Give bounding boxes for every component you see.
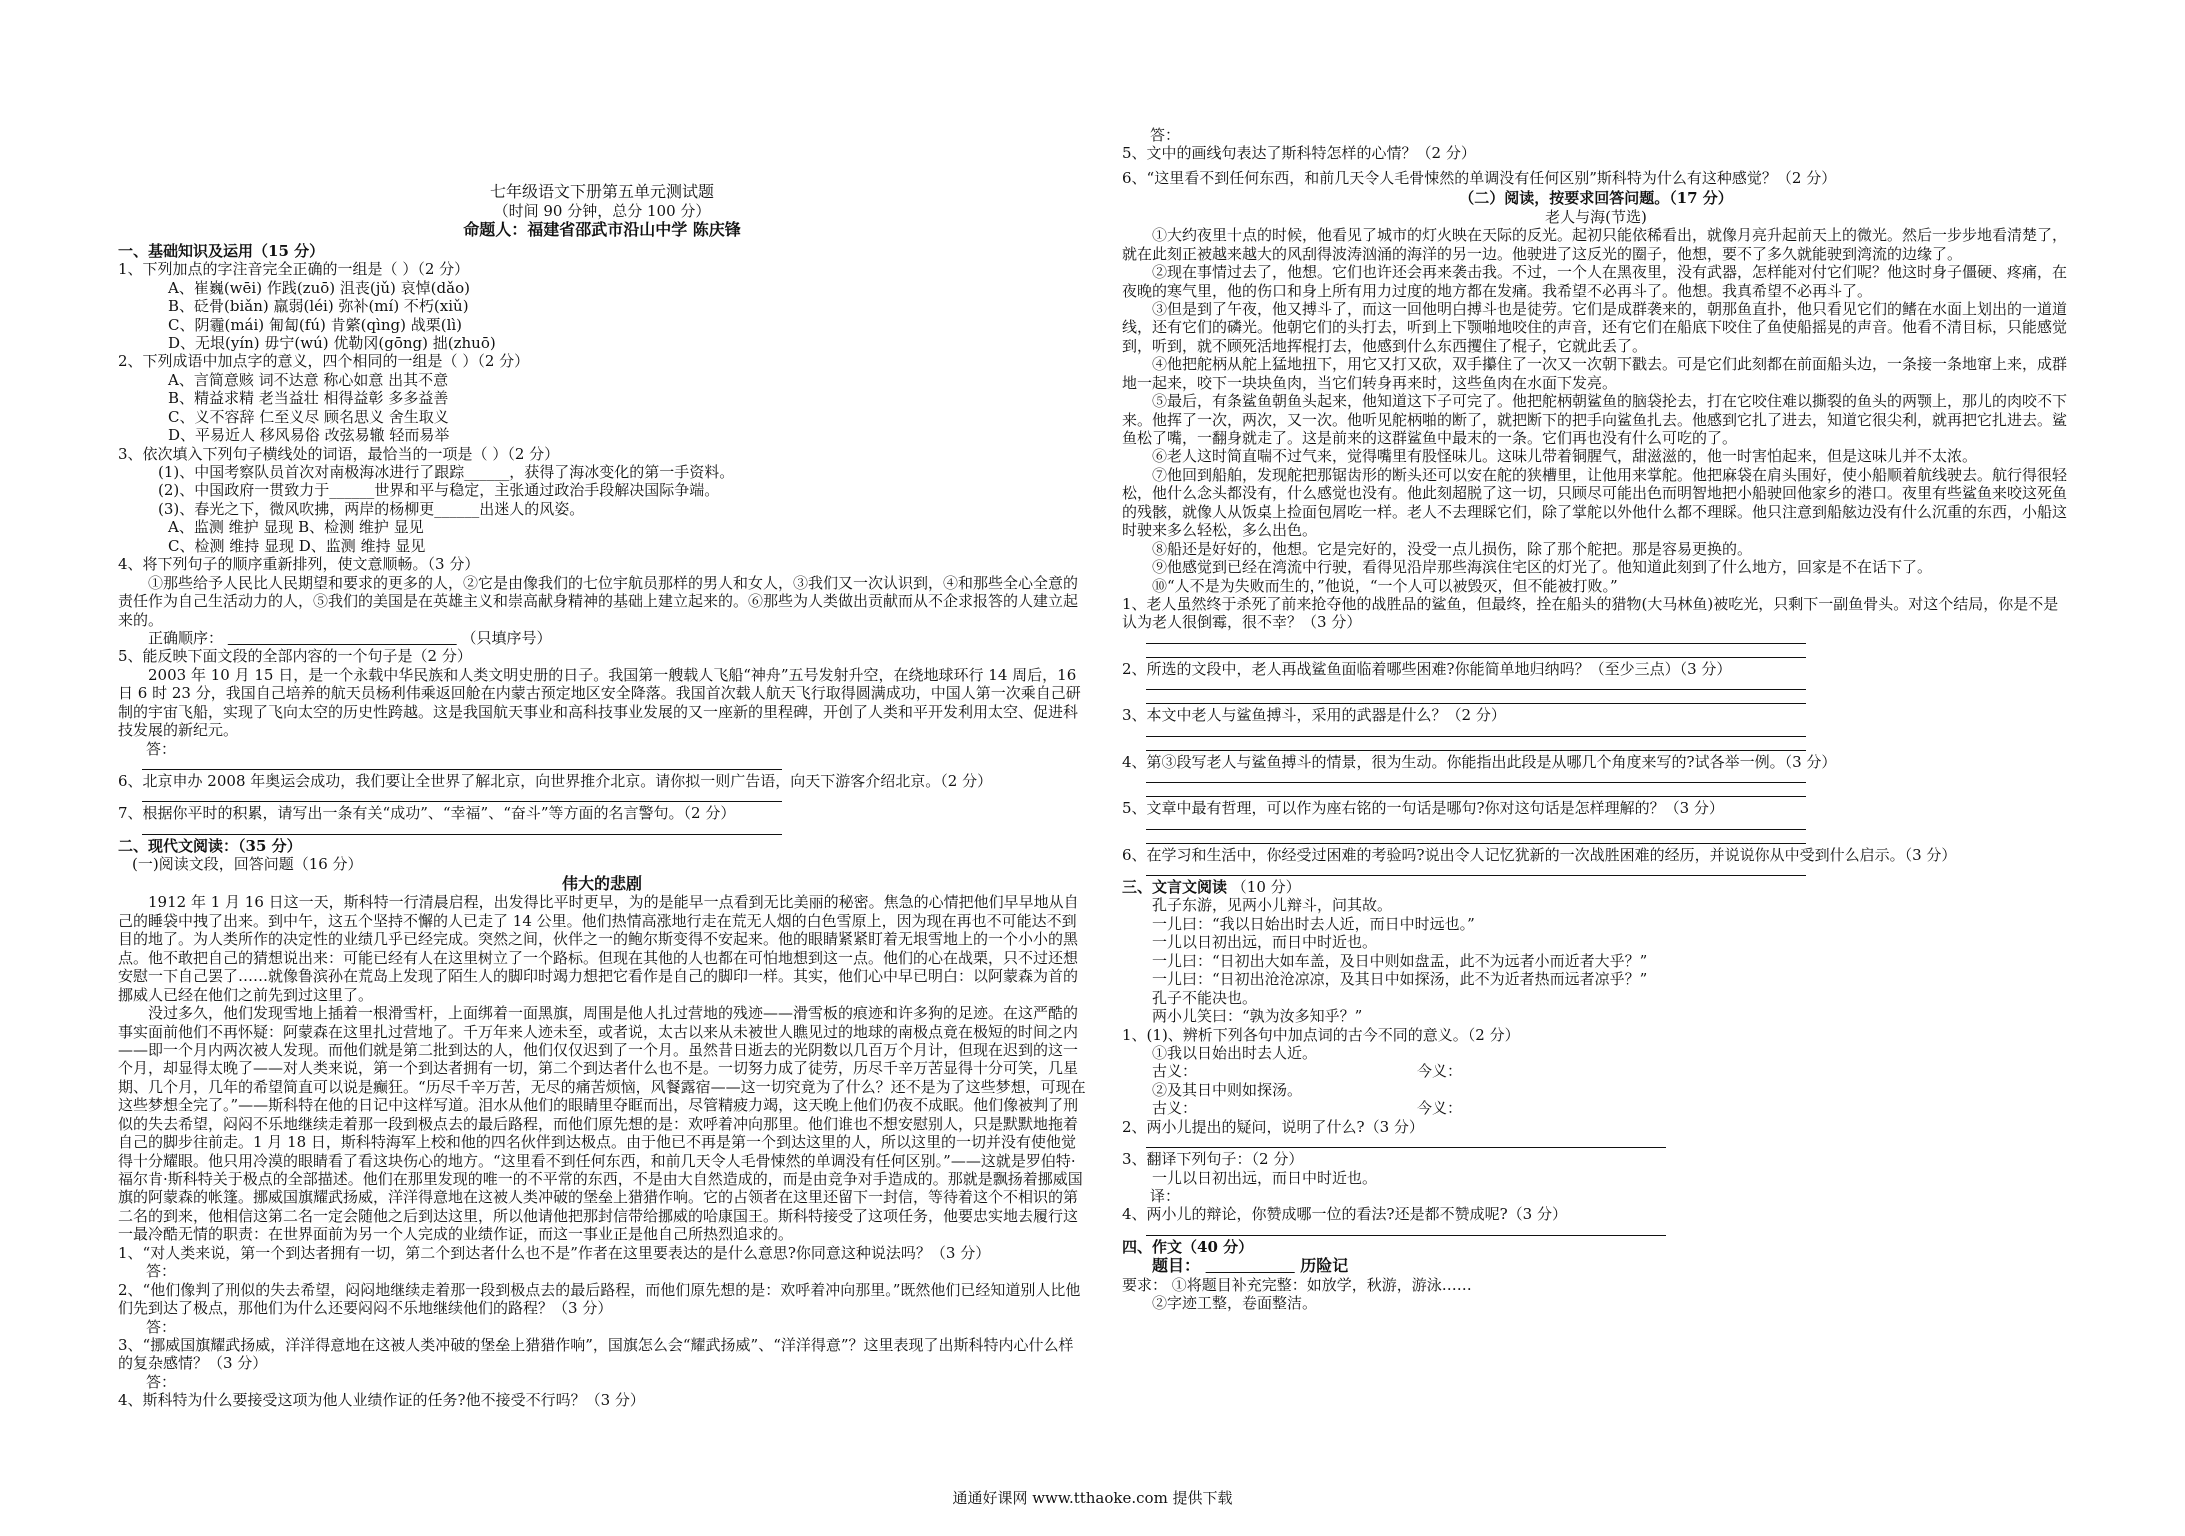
classical-text-line: 一儿曰：“日初出沧沧凉凉，及其日中如探汤，此不为近者热而远者凉乎？” [1152,970,1648,989]
exam-title: 七年级语文下册第五单元测试题 [489,182,714,201]
answer-line[interactable] [1146,771,1806,783]
answer-line[interactable] [1146,1136,1666,1148]
question-1-4-body: ①那些给予人民比人民期望和要求的更多的人，②它是由像我们的七位宇航员那样的男人和女人，③我们又一次认识到，④和那些全心全意的责任作为自己生活动力的人，⑤我们的美国是在英雄主义和崇高献身精神的基础上建立起来的。⑥那些为人类做出贡献而从不企求报答的人建立起来的。 [118,573,1079,629]
question-1-3-option: C、检测 维持 显现 D、监测 维持 显见 [168,536,426,555]
section-4-heading: 四、作文（40 分） [1122,1237,1254,1256]
answer-line[interactable] [1146,785,1806,797]
ancient-meaning-label: 古义： [1152,1099,1198,1118]
classical-question-3: 3、翻译下列句子：（2 分） [1122,1150,1304,1169]
classical-question-1-item: ①我以日始出时去人近。 [1152,1043,1318,1062]
question-1-5-answer-label: 答： [146,739,177,758]
essay-topic-label: 题目： [1152,1256,1201,1276]
passage-paragraph: ③但是到了午夜，他又搏斗了，而这一回他明白搏斗也是徒劳。它们是成群袭来的，朝那鱼直扑，他只看见它们的鳍在水面上划出的一道道线，还有它们的磷光。他朝它们的头打去，听到上下颚啪地咬住的声音，还有它们在船底下咬住了鱼使船摇晃的声音。他看不清目标，只能感觉到，听到，就不顾死活地挥棍打去，他感到什么东西攫住了棍子，它就此丢了。 [1122,299,2068,355]
answer-line[interactable] [142,758,782,770]
passage-paragraph: ④他把舵柄从舵上猛地扭下，用它又打又砍，双手攥住了一次又一次朝下戳去。可是它们此刻都在前面船头边，一条接一条地窜上来，成群地一起来，咬下一块块鱼肉，当它们转身再来时，这些鱼肉在水面下发亮。 [1122,355,2068,392]
ancient-meaning-label: 古义： [1152,1062,1198,1081]
answer-line[interactable] [1146,692,1806,704]
classical-text-line: 孔子不能决也。 [1152,988,1258,1007]
answer-line[interactable] [1146,1224,1666,1236]
passage-question-6: 6、在学习和生活中，你经受过困难的考验吗?说出令人记忆犹新的一次战胜困难的经历，并说说你从中受到什么启示。（3 分） [1122,845,1957,864]
classical-question-1-item: ②及其日中则如探汤。 [1152,1080,1303,1099]
passage-question-5: 5、文章中最有哲理，可以作为座右铭的一句话是哪句?你对这句话是怎样理解的？（3 分） [1122,799,1724,818]
answer-line[interactable] [1146,739,1806,751]
passage-paragraph: ⑤最后，有条鲨鱼朝鱼头起来，他知道这下子可完了。他把舵柄朝鲨鱼的脑袋抡去，打在它咬住难以撕裂的鱼头的两颚上，那儿的肉咬不下来。他挥了一次，两次，又一次。他听见舵柄啪的断了，就把断下的把手向鲨鱼扎去。他感到它扎了进去，知道它很尖利，就再把它扎进去。鲨鱼松了嘴，一翻身就走了。这是前来的这群鲨鱼中最末的一条。它们再也没有什么可吃的了。 [1122,392,2068,447]
meaning-row [1122,1099,2070,1117]
essay-topic-row [1152,1256,2070,1276]
answer-line[interactable] [1146,725,1806,737]
classical-text-line: 一儿曰：“我以日始出时去人近，而日中时远也。” [1152,914,1475,933]
question-1-2-option: C、义不容辞 仁至义尽 顾名思义 舍生取义 [168,407,449,426]
answer-line[interactable] [1146,632,1806,644]
answer-line[interactable] [1146,646,1806,658]
exam-time-score: （时间 90 分钟，总分 100 分） [493,201,711,220]
question-1-3: 3、依次填入下列句子横线处的词语，最恰当的一项是（ ）（2 分） [118,444,560,463]
answer-label: 答： [1150,126,1181,144]
passage-question-1: 1、老人虽然终于杀死了前来抢夺他的战胜品的鲨鱼，但最终，拴在船头的猎物(大马林鱼)被吃光，只剩下一副鱼骨头。对这个结局，你是不是认为老人很倒霉，很不幸？（3 分） [1122,594,2059,632]
requirement-item: ①将题目补充完整：如放学，秋游，游泳…… [1171,1275,1472,1294]
passage-question-4: 4、第③段写老人与鲨鱼搏斗的情景，很为生动。你能指出此段是从哪几个角度来写的?试各举一例。（3 分） [1122,752,1837,771]
classical-text-line: 孔子东游，见两小儿辩斗，问其故。 [1152,896,1393,915]
passage-paragraph: ①大约夜里十点的时候，他看见了城市的灯火映在天际的反光。起初只能依稀看出，就像月亮升起前天上的微光。然后一步步地看清楚了，就在此刻正被越来越大的风刮得波涛汹涌的海洋的另一边。他驶进了这反光的圈子，他想，要不了多久就能驶到湾流的边缘了。 [1122,226,2068,263]
passage-title: 老人与海(节选) [1545,207,1647,226]
passage-paragraph: ⑧船还是好好的，他想。它是完好的，没受一点儿损伤，除了那个舵把。那是容易更换的。 [1152,539,1753,558]
question-1-5-body: 2003 年 10 月 15 日，是一个永载中华民族和人类文明史册的日子。我国第一艘载人飞船“神舟”五号发射升空，在绕地球环行 14 周后，16 日 6 时 23 分，我国自己培养的航天员杨利伟乘返回舱在内蒙古预定地区安全降落。我国首次载人航天飞行取得圆满成功，中国人第一次乘自己研制的宇宙飞船，实现了飞向太空的历史性跨越。这是我国航天事业和高科技事业发展的又一座新的里程碑，开创了人类和平开发利用太空、促进科技发展的新纪元。 [118,665,1081,740]
left-column [118,182,1086,1410]
classical-question-4: 4、两小儿的辩论，你赞成哪一位的看法?还是都不赞成呢?（3 分） [1122,1205,1567,1224]
passage-question-3: 3、本文中老人与鲨鱼搏斗，采用的武器是什么？（2 分） [1122,706,1506,725]
question-1-2-option: D、平易近人 移风易俗 改弦易辙 轻而易举 [168,426,450,445]
requirements-label: 要求： [1122,1275,1168,1294]
reading-question-1: 1、“对人类来说，第一个到达者拥有一切，第二个到达者什么也不是”作者在这里要表达的是什么意思?你同意这种说法吗？（3 分） [118,1243,991,1262]
requirement-item: ②字迹工整，卷面整洁。 [1152,1294,1318,1313]
meaning-row [1122,1062,2070,1080]
section-3-score: （10 分） [1231,878,1301,896]
question-1-1-option: D、无垠(yín) 毋宁(wú) 优勒冈(gōng) 拙(zhuō) [168,333,496,352]
question-1-6: 6、北京申办 2008 年奥运会成功，我们要让全世界了解北京，向世界推介北京。请你拟一则广告语，向天下游客介绍北京。（2 分） [118,772,993,791]
question-1-7: 7、根据你平时的积累，请写出一条有关“成功”、“幸福”、“奋斗”等方面的名言警句。（2 分） [118,804,736,823]
question-1-3-sentence: (2)、中国政府一贯致力于______世界和平与稳定，主张通过政治手段解决国际争端。 [158,481,720,500]
answer-line[interactable] [1146,818,1806,830]
question-1-4: 4、将下列句子的顺序重新排列，使文意顺畅。（3 分） [118,555,480,574]
reading-question-6: 6、“这里看不到任何东西，和前几天令人毛骨悚然的单调没有任何区别”斯科特为什么有这种感觉？（2 分） [1122,168,1837,187]
reading-question-4: 4、斯科特为什么要接受这项为他人业绩作证的任务?他不接受不行吗？（3 分） [118,1391,645,1410]
answer-line[interactable] [142,823,782,835]
passage-paragraph: ⑨他感觉到已经在湾流中行驶，看得见沿岸那些海滨住宅区的灯光了。他知道此刻到了什么地方，回家是不在话下了。 [1152,558,1933,577]
question-1-1-option: B、砭骨(biǎn) 羸弱(léi) 弥补(mí) 不朽(xiǔ) [168,297,469,316]
right-column [1122,126,2070,1313]
question-1-4-answer-row [148,629,1086,647]
answer-label: 答： [146,1317,177,1336]
question-1-4-hint: （只填序号） [461,628,552,647]
section-2-sub-1: (一)阅读文段，回答问题（16 分） [132,855,363,874]
answer-blank[interactable] [228,629,457,647]
essay-topic-blank[interactable] [1206,1256,1295,1275]
translation-label: 译： [1150,1187,1181,1205]
classical-text-line: 两小儿笑曰：“孰为汝多知乎？” [1152,1007,1363,1026]
exam-author: 命题人：福建省邵武市沿山中学 陈庆锋 [463,220,741,240]
answer-line[interactable] [1146,832,1806,844]
question-1-2-option: B、精益求精 老当益壮 相得益彰 多多益善 [168,389,449,408]
essay-paragraph: 1912 年 1 月 16 日这一天，斯科特一行清晨启程，出发得比平时更早，为的是能早一点看到无比美丽的秘密。焦急的心情把他们早早地从自己的睡袋中拽了出来。到中午，这五个坚持不懈的人已走了 14 公里。他们热情高涨地行走在荒无人烟的白色雪原上，因为现在再也不可能达不到目的地了。为人类所作的决定性的业绩几乎已经完成。突然之间，伙伴之一的鲍尔斯变得不安起来。他的眼睛紧紧盯着无垠雪地上的一个小小的黑点。他不敢把自己的猜想说出来：可能已经有人在这里树立了一个路标。但现在其他的人也都在可怕地想到这一点。他们的心在战栗，只不过还想安慰一下自己罢了……就像鲁滨孙在荒岛上发现了陌生人的脚印时竭力想把它看作是自己的脚印一样。其实，他们心中早已明白：以阿蒙森为首的挪威人已经在他们之前先到过这里了。 [118,893,1079,1004]
reading-question-2: 2、“他们像判了刑似的失去希望，闷闷地继续走着那一段到极点去的最后路程，而他们原先想的是：欢呼着冲向那里。”既然他们已经知道别人比他们先到达了极点，那他们为什么还要闷闷不乐地继续他们的路程？（3 分） [118,1280,1081,1318]
classical-question-3-sentence: 一儿以日初出远，而日中时近也。 [1152,1168,1378,1187]
reading-question-5: 5、文中的画线句表达了斯科特怎样的心情？（2 分） [1122,144,1476,163]
answer-label: 答： [146,1372,177,1391]
classical-text-line: 一儿以日初出远，而日中时近也。 [1152,933,1378,952]
section-3-heading-row [1122,878,2070,896]
essay-topic-suffix: 历险记 [1300,1256,1349,1276]
passage-paragraph: ②现在事情过去了，他想。它们也许还会再来袭击我。不过，一个人在黑夜里，没有武器，怎样能对付它们呢？他这时身子僵硬、疼痛，在夜晚的寒气里，他的伤口和身上所有用力过度的地方都在发痛。我希望不必再斗了。他想。我真希望不必再斗了。 [1122,263,2068,300]
section-2-heading: 二、现代文阅读：（35 分） [118,836,302,855]
answer-line[interactable] [1146,864,1806,876]
question-1-1-option: A、崔巍(wēi) 作践(zuō) 沮丧(jǔ) 哀悼(dǎo) [168,278,470,297]
classical-text-line: 一儿曰：“日初出大如车盖，及日中则如盘盂，此不为远者小而近者大乎？” [1152,951,1648,970]
question-1-2: 2、下列成语中加点字的意义，四个相同的一组是（ ）（2 分） [118,352,530,371]
modern-meaning-label: 今义： [1417,1062,1463,1081]
question-1-3-sentence: (1)、中国考察队员首次对南极海冰进行了跟踪______，获得了海冰变化的第一手资料。 [158,463,735,482]
essay-title: 伟大的悲剧 [561,873,642,893]
classical-question-1: 1、(1)、辨析下列各句中加点词的古今不同的意义。（2 分） [1122,1025,1520,1044]
question-1-1: 1、下列加点的字注音完全正确的一组是（ ）（2 分） [118,260,470,279]
answer-line[interactable] [142,790,782,802]
question-1-1-option: C、阴霾(mái) 匍匐(fú) 肯綮(qìng) 战栗(lì) [168,315,463,334]
passage-question-2: 2、所选的文段中，老人再战鲨鱼面临着哪些困难?你能简单地归纳吗？（至少三点）（3 分） [1122,659,1732,678]
answer-label: 答： [146,1262,177,1281]
page-footer: 通通好课网 www.tthaoke.com 提供下载 [952,1489,1233,1507]
question-1-3-option: A、监测 维护 显现 B、检测 维护 显见 [168,518,424,537]
question-1-2-option: A、言简意赅 词不达意 称心如意 出其不意 [168,370,449,389]
essay-paragraph: 没过多久，他们发现雪地上插着一根滑雪杆，上面绑着一面黑旗，周围是他人扎过营地的残迹——滑雪板的痕迹和许多狗的足迹。在这严酷的事实面前他们不再怀疑：阿蒙森在这里扎过营地了。千万年来人迹未至，或者说，太古以来从未被世人瞧见过的地球的南极点竟在极短的时间之内——即一个月内两次被人发现。而他们就是第二批到达的人，他们仅仅迟到了一个月。虽然昔日逝去的光阴数以几百万个月计，但现在迟到的这一个月，却显得太晚了——对人类来说，第一个到达者拥有一切，第二个到达者什么也不是。一切努力成了徒劳，历尽千辛万苦显得十分可笑，几星期、几个月，几年的希望简直可以说是癫狂。“历尽千辛万苦，无尽的痛苦烦恼，风餐露宿——这一切究竟为了什么？还不是为了这些梦想，可现在这些梦想全完了。”——斯科特在他的日记中这样写道。泪水从他们的眼睛里夺眶而出，尽管精疲力竭，这天晚上他们仍夜不成眠。他们像被判了刑似的失去希望，闷闷不乐地继续走着那一段到极点去的最后路程，而他们原先想的是：欢呼着冲向那里。他们谁也不想安慰别人，只是默默地拖着自己的脚步往前走。1 月 18 日，斯科特海军上校和他的四名伙伴到达极点。由于他已不再是第一个到达这里的人，所以这里的一切并没有使他觉得十分耀眼。他只用冷漠的眼睛看了看这块伤心的地方。“这里看不到任何东西，和前几天令人毛骨悚然的单调没有任何区别。”——这就是罗伯特·福尔肯·斯科特关于极点的全部描述。他们在那里发现的唯一的不平常的东西，不是由大自然造成的，而是由竞争对手造成的。那就是飘扬着挪威国旗的阿蒙森的帐篷。挪威国旗耀武扬威，洋洋得意地在这被人类冲破的堡垒上猎猎作响。它的占领者在这里还留下一封信，等待着这个不相识的第二名的到来，他相信这第二名一定会随他之后到达这里，所以他请他把那封信带给挪威的哈康国王。斯科特接受了这项任务，他要忠实地去履行这一最冷酷无情的职责：在世界面前为另一个人完成的业绩作证，而这一事业正是他自己所热烈追求的。 [118,1004,1086,1244]
passage-paragraph: ⑩“人不是为失败而生的，”他说，“一个人可以被毁灭，但不能被打败。” [1152,576,1618,595]
passage-paragraph: ⑦他回到船舶，发现舵把那锯齿形的断头还可以安在舵的狭槽里，让他用来掌舵。他把麻袋在肩头围好，使小船顺着航线驶去。航行得很轻松，他什么念头都没有，什么感觉也没有。他此刻超脱了这一切，只顾尽可能出色而明智地把小船驶回他家乡的港口。夜里有些鲨鱼来咬这死鱼的残骸，就像人从饭桌上捡面包屑吃一样。老人不去理睬它们，除了掌舵以外他什么都不理睬。他只注意到船舷边没有什么沉重的东西，小船这时驶来多么轻松，多么出色。 [1122,465,2068,540]
essay-requirements [1122,1276,2070,1294]
section-2b-heading: （二）阅读，按要求回答问题。（17 分） [1459,189,1733,208]
passage-paragraph: ⑥老人这时简直喘不过气来，觉得嘴里有股怪味儿。这味儿带着铜腥气，甜滋滋的，他一时害怕起来，但是这味儿并不太浓。 [1152,447,1978,466]
reading-question-3: 3、“挪威国旗耀武扬威，洋洋得意地在这被人类冲破的堡垒上猎猎作响”，国旗怎么会“耀武扬威”、“洋洋得意”？这里表现了出斯科特内心什么样的复杂感情？（3 分） [118,1335,1074,1373]
classical-question-2: 2、两小儿提出的疑问，说明了什么?（3 分） [1122,1117,1424,1136]
answer-line[interactable] [1146,678,1806,690]
question-1-4-answer-label: 正确顺序： [148,628,224,647]
section-3-heading: 三、文言文阅读 [1122,878,1228,896]
section-1-heading: 一、基础知识及运用（15 分） [118,241,325,260]
question-1-3-sentence: (3)、春光之下，微风吹拂，两岸的杨柳更______出迷人的风姿。 [158,499,585,518]
modern-meaning-label: 今义： [1417,1099,1463,1118]
question-1-5: 5、能反映下面文段的全部内容的一个句子是（2 分） [118,647,472,666]
